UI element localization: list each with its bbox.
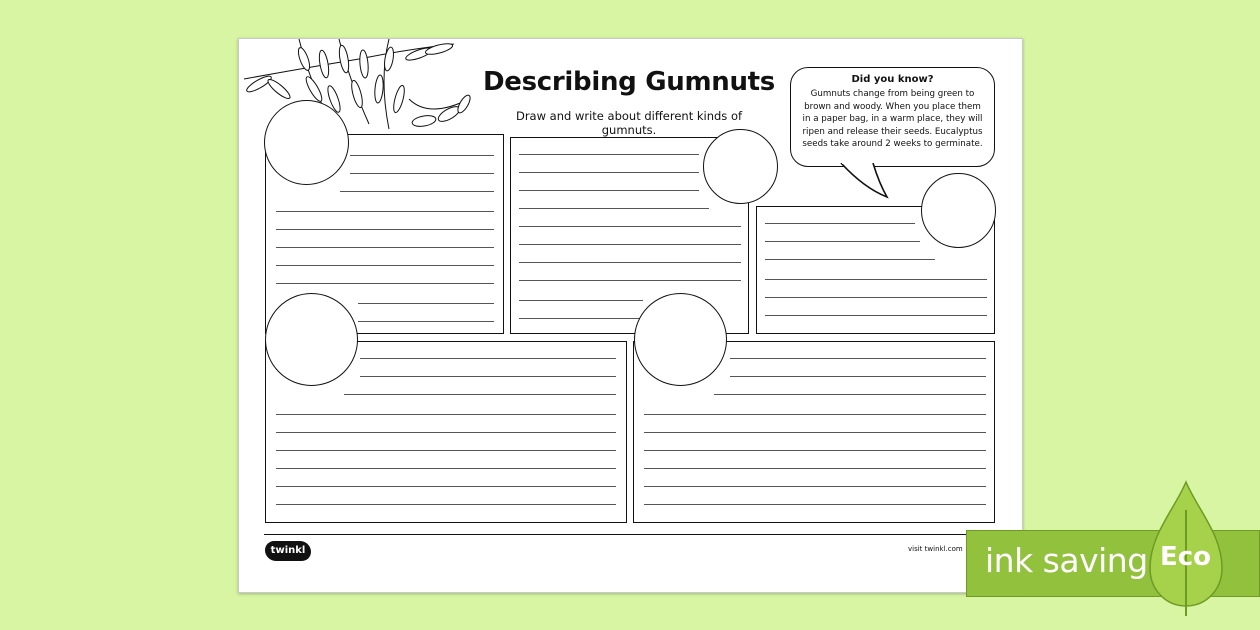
writing-line — [765, 279, 987, 280]
writing-line — [519, 280, 741, 281]
writing-line — [276, 211, 494, 212]
visit-link[interactable]: visit twinkl.com — [908, 545, 963, 553]
writing-line — [765, 241, 920, 242]
writing-line — [730, 376, 986, 377]
footer-divider — [264, 534, 996, 535]
fact-line: Gumnuts change from being green to — [810, 89, 975, 99]
writing-line — [340, 191, 494, 192]
writing-line — [276, 468, 616, 469]
writing-line — [519, 244, 741, 245]
writing-line — [276, 450, 616, 451]
ink-saving-label: ink saving — [985, 541, 1148, 580]
did-you-know-heading: Did you know? — [851, 74, 934, 85]
writing-line — [360, 358, 616, 359]
writing-line — [519, 154, 699, 155]
writing-line — [519, 300, 643, 301]
did-you-know-text — [797, 88, 988, 151]
fact-line: brown and woody. When you place them — [804, 101, 981, 112]
writing-line — [644, 504, 986, 505]
fact-line: in a paper bag, in a warm place, they will — [802, 114, 983, 125]
writing-line — [276, 414, 616, 415]
writing-line — [644, 414, 986, 415]
writing-line — [276, 486, 616, 487]
writing-line — [276, 432, 616, 433]
writing-line — [644, 432, 986, 433]
drawing-circle-2[interactable] — [703, 129, 778, 204]
writing-line — [765, 223, 915, 224]
writing-line — [644, 486, 986, 487]
writing-line — [344, 394, 616, 395]
worksheet-page — [238, 38, 1023, 593]
writing-line — [765, 297, 987, 298]
writing-line — [519, 226, 741, 227]
eco-label: Eco — [1160, 542, 1212, 572]
did-you-know-bubble — [790, 67, 995, 167]
writing-line — [276, 229, 494, 230]
writing-line — [519, 208, 709, 209]
drawing-circle-1[interactable] — [264, 100, 349, 185]
writing-line — [276, 265, 494, 266]
writing-line — [519, 190, 699, 191]
writing-line — [765, 315, 987, 316]
writing-line — [350, 173, 494, 174]
writing-line — [276, 504, 616, 505]
writing-line — [730, 358, 986, 359]
drawing-circle-5[interactable] — [634, 293, 727, 386]
writing-line — [358, 303, 494, 304]
drawing-circle-3[interactable] — [921, 173, 996, 248]
fact-line: ripen and release their seeds. Eucalyptus — [802, 126, 983, 137]
drawing-circle-4[interactable] — [265, 293, 358, 386]
writing-line — [276, 247, 494, 248]
writing-line — [519, 172, 699, 173]
writing-line — [644, 468, 986, 469]
speech-bubble-tail — [839, 163, 899, 203]
writing-line — [276, 283, 494, 284]
twinkl-logo[interactable]: twinkl — [265, 541, 311, 561]
fact-line: seeds take around 2 weeks to germinate. — [802, 139, 983, 150]
writing-line — [360, 376, 616, 377]
writing-line — [350, 155, 494, 156]
writing-line — [765, 259, 935, 260]
writing-line — [519, 318, 643, 319]
writing-line — [358, 321, 494, 322]
writing-line — [519, 262, 741, 263]
page-subtitle: Draw and write about different kinds of gumnuts. — [515, 109, 743, 137]
page-title: Describing Gumnuts — [482, 67, 775, 97]
writing-line — [644, 450, 986, 451]
writing-line — [714, 394, 986, 395]
